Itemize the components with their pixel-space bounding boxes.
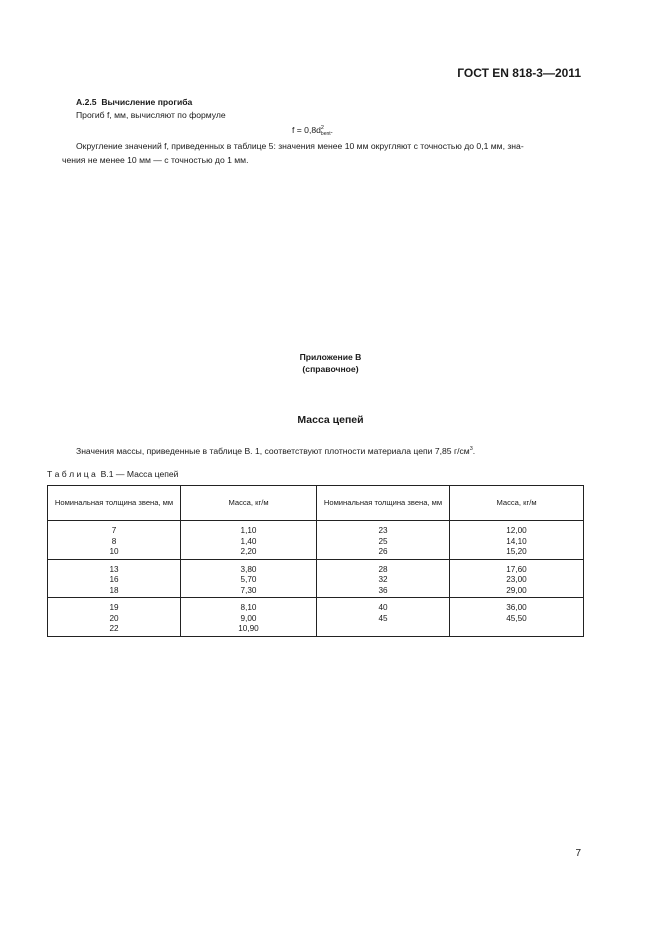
section-heading bbox=[76, 96, 192, 108]
table-row bbox=[48, 598, 584, 637]
table-value: 17,60 bbox=[506, 564, 527, 574]
table-header-row bbox=[48, 486, 584, 521]
mass-cell bbox=[450, 598, 584, 637]
thickness-cell bbox=[317, 598, 450, 637]
thickness-cell bbox=[48, 559, 181, 598]
table-row bbox=[48, 559, 584, 598]
table-value: 10 bbox=[109, 547, 119, 556]
table-value: 23,00 bbox=[506, 575, 527, 584]
rounding-paragraph-line-1: Округление значений f, приведенных в таблице 5: значения менее 10 мм округляют с точностью до 0,1 мм, зна- bbox=[76, 141, 524, 151]
formula-main: f = 0,8d bbox=[292, 125, 321, 135]
thickness-cell bbox=[317, 559, 450, 598]
table-value: 19 bbox=[109, 603, 119, 612]
density-end: . bbox=[472, 445, 476, 456]
table-value bbox=[450, 623, 583, 634]
document-code: ГОСТ EN 818-3—2011 bbox=[457, 66, 581, 80]
col-header-thickness-1: Номинальная толщина звена, мм bbox=[48, 486, 181, 521]
mass-table bbox=[47, 485, 584, 637]
thickness-cell bbox=[48, 598, 181, 637]
table-caption: Т а б л и ц а В.1 — Масса цепей bbox=[47, 469, 179, 479]
appendix-subtitle: (справочное) bbox=[302, 364, 359, 374]
col-header-mass-1: Масса, кг/м bbox=[181, 486, 317, 521]
density-text: Значения массы, приведенные в таблице В. 1, соответствуют плотности материала цепи 7,85 г/см bbox=[76, 445, 470, 456]
table-value: 36,00 bbox=[506, 603, 527, 612]
table-value: 1,40 bbox=[240, 536, 257, 546]
mass-cell bbox=[181, 559, 317, 598]
table-value: 16 bbox=[109, 575, 119, 584]
mass-cell bbox=[181, 598, 317, 637]
col-header-mass-2: Масса, кг/м bbox=[450, 486, 584, 521]
density-superscript: 3 bbox=[469, 446, 473, 452]
formula bbox=[292, 124, 333, 137]
formula-intro: Прогиб f, мм, вычисляют по формуле bbox=[76, 110, 226, 120]
mass-cell bbox=[450, 559, 584, 598]
table-value: 25 bbox=[378, 536, 388, 546]
table-value: 5,70 bbox=[240, 575, 257, 584]
thickness-cell bbox=[48, 521, 181, 560]
table-value: 29,00 bbox=[506, 585, 527, 595]
table-value: 1,10 bbox=[240, 526, 257, 535]
section-number: А.2.5 bbox=[76, 97, 97, 107]
table-value: 20 bbox=[109, 613, 119, 623]
table-value: 10,90 bbox=[238, 624, 259, 633]
table-value: 40 bbox=[378, 603, 388, 612]
density-paragraph bbox=[76, 443, 475, 457]
appendix-heading: Масса цепей bbox=[297, 414, 364, 426]
page-number: 7 bbox=[575, 848, 581, 859]
formula-superscript: 2 bbox=[320, 124, 324, 131]
table-value: 2,20 bbox=[240, 547, 257, 556]
formula-subscript: bent bbox=[320, 130, 331, 137]
mass-cell bbox=[181, 521, 317, 560]
thickness-cell bbox=[317, 521, 450, 560]
table-value: 45 bbox=[378, 613, 388, 623]
table-value: 22 bbox=[109, 624, 119, 633]
table-value: 13 bbox=[109, 564, 119, 574]
section-title: Вычисление прогиба bbox=[101, 97, 193, 107]
table-value: 32 bbox=[378, 575, 388, 584]
rounding-paragraph-line-2: чения не менее 10 мм — с точностью до 1 мм. bbox=[62, 155, 249, 165]
table-value: 9,00 bbox=[240, 613, 257, 623]
table-value: 14,10 bbox=[506, 536, 527, 546]
table-value: 23 bbox=[378, 526, 388, 535]
mass-cell bbox=[450, 521, 584, 560]
appendix-title: Приложение В bbox=[299, 352, 362, 362]
table-row bbox=[48, 521, 584, 560]
table-value: 45,50 bbox=[506, 613, 527, 623]
table-value: 28 bbox=[378, 564, 388, 574]
table-value: 7,30 bbox=[240, 585, 257, 595]
table-value: 15,20 bbox=[506, 547, 527, 556]
table-value: 36 bbox=[378, 585, 388, 595]
col-header-thickness-2: Номинальная толщина звена, мм bbox=[317, 486, 450, 521]
table-value: 8,10 bbox=[240, 603, 257, 612]
table-value: 7 bbox=[111, 526, 117, 535]
table-value: 26 bbox=[378, 547, 388, 556]
table-value: 3,80 bbox=[240, 564, 257, 574]
table-value: 8 bbox=[111, 536, 117, 546]
table-value: 12,00 bbox=[506, 526, 527, 535]
table-value bbox=[317, 623, 449, 634]
table-value: 18 bbox=[109, 585, 119, 595]
formula-end: . bbox=[330, 125, 334, 135]
